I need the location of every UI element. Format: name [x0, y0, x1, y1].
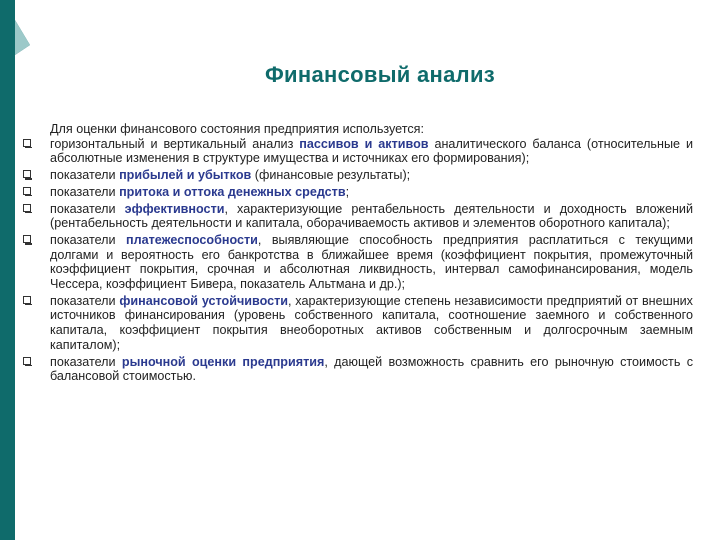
list-item: горизонтальный и вертикальный анализ пассивов и активов аналитического баланса (относительные и абсолютные изменения в структуре имущества и источниках его формирования);	[50, 137, 693, 166]
list-item: показатели платежеспособности, выявляющие способность предприятия расплатиться с текущими долгами и вероятность его банкротства в ближайшее время (коэффициент покрытия, промежуточный коэффициент покрытия, срочная и абсолютная ликвидность, интервал самофинансирования, модель Чессера, коэффициент Бивера, показатель Альтмана и др.);	[50, 233, 693, 292]
highlight-term: платежеспособности	[126, 232, 258, 247]
checkbox-bullet-icon	[23, 187, 31, 195]
checkbox-bullet-icon	[23, 170, 31, 178]
highlight-term: притока и оттока денежных средств	[119, 184, 346, 199]
highlight-term: рыночной оценки предприятия	[121, 354, 325, 369]
highlight-term: прибылей и убытков	[119, 168, 252, 183]
page-title: Финансовый анализ	[264, 62, 496, 87]
checkbox-bullet-icon	[23, 139, 31, 147]
list-item: показатели эффективности, характеризующие рентабельность деятельности и доходность вложений (рентабельность деятельности и капитала, оборачиваемость активов и элементов оборотного капитала);	[50, 202, 693, 231]
corner-decoration	[0, 0, 40, 300]
list-item: показатели рыночной оценки предприятия, дающей возможность сравнить его рыночную стоимость с балансовой стоимостью.	[50, 355, 693, 384]
highlight-term: пассивов и активов	[299, 136, 429, 151]
intro-text: Для оценки финансового состояния предприятия используется:	[50, 122, 424, 136]
checkbox-bullet-icon	[23, 296, 31, 304]
highlight-term: финансовой устойчивости	[119, 293, 289, 308]
list-item: показатели притока и оттока денежных средств;	[50, 185, 693, 200]
checkbox-bullet-icon	[23, 357, 31, 365]
checkbox-bullet-icon	[23, 204, 31, 212]
highlight-term: эффективности	[124, 201, 225, 216]
content-body	[50, 122, 693, 386]
list-item: показатели финансовой устойчивости, характеризующие степень независимости предприятий от внешних источников финансирования (уровень собственного капитала, соотношение заемного и собственного капитала, коэффициент покрытия внеоборотных активов собственным и долгосрочным заемным капиталом);	[50, 294, 693, 353]
checkbox-bullet-icon	[23, 235, 31, 243]
list-item: показатели прибылей и убытков (финансовые результаты);	[50, 168, 693, 183]
